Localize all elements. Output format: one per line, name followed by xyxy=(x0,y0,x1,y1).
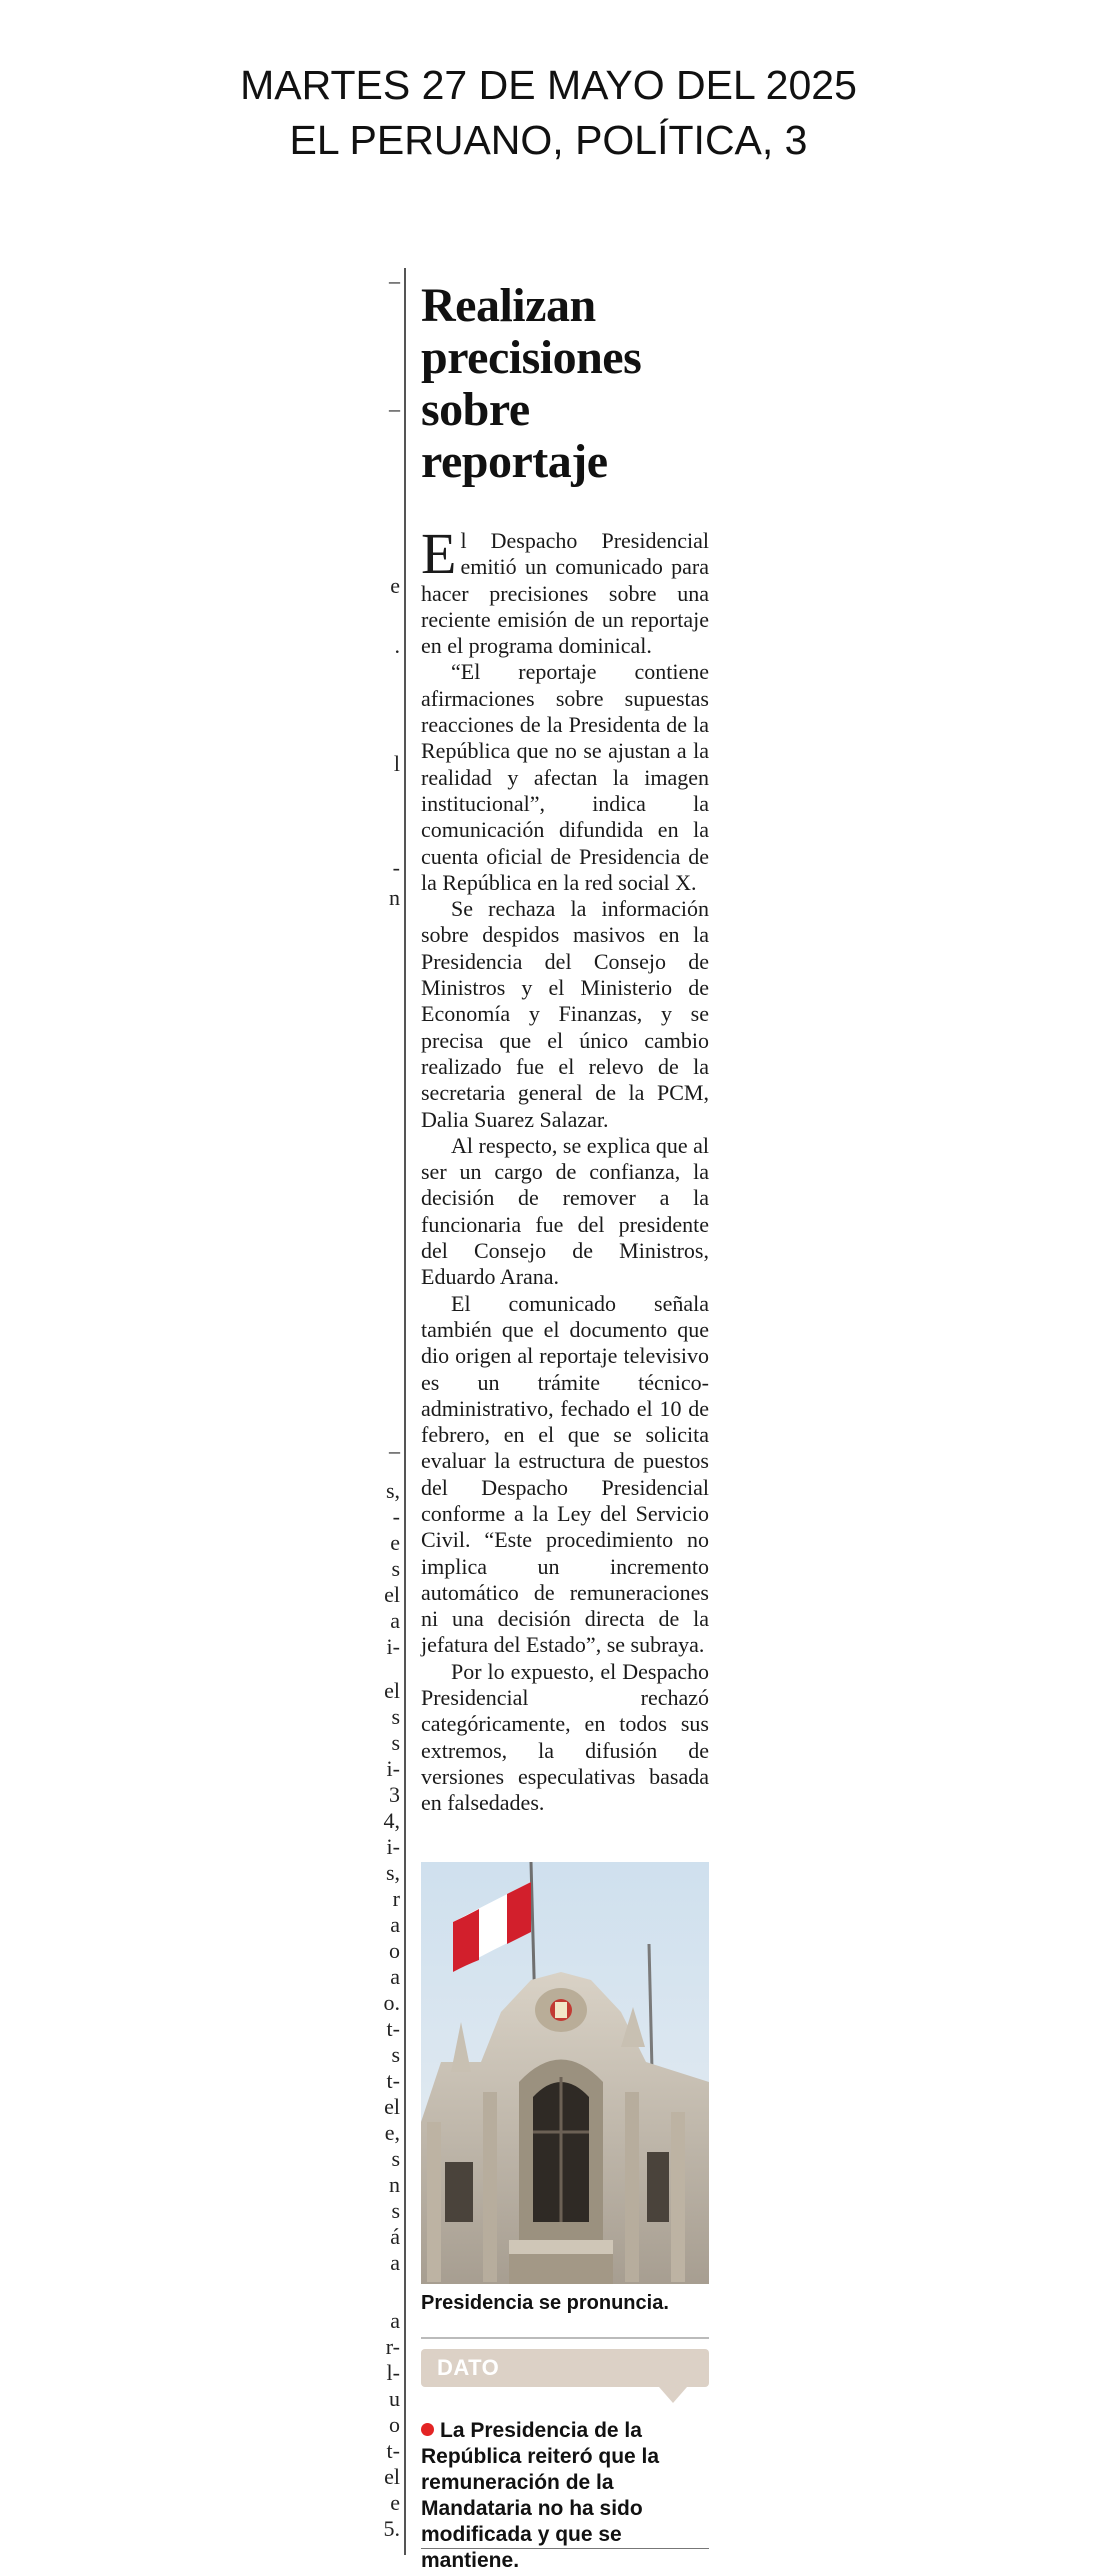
clipped-text-fragment: a xyxy=(390,1964,400,1989)
bullet-icon xyxy=(421,2423,434,2436)
clipped-text-fragment: s xyxy=(391,1556,400,1581)
dato-label: DATO xyxy=(437,2355,500,2380)
clipped-text-fragment: n xyxy=(389,885,400,910)
drop-cap: E xyxy=(421,521,457,586)
clipped-text-fragment: s xyxy=(391,1730,400,1755)
clipped-text-fragment: el xyxy=(384,2094,400,2119)
clipped-text-fragment: a xyxy=(390,1912,400,1937)
clipped-text-fragment: – xyxy=(389,396,400,421)
photo-caption: Presidencia se pronuncia. xyxy=(421,2292,669,2314)
clipped-text-fragment: i- xyxy=(386,1834,400,1859)
clipped-text-fragment: a xyxy=(390,2250,400,2275)
clipped-text-fragment: 4, xyxy=(383,1808,400,1833)
clipped-text-fragment: e xyxy=(390,1530,400,1555)
government-palace-illustration xyxy=(421,1862,709,2284)
clipped-text-fragment: - xyxy=(392,1504,400,1529)
clipped-text-fragment: s, xyxy=(385,1478,400,1503)
article-paragraph: El comunicado señala también que el documento que dio origen al reportaje televisivo es un trámite técnico-administrativo, fechado el 10 de febrero, en el que se solicita evaluar la estructura de puestos del Despacho Presidencial conforme a la Ley del Servicio Civil. “Este procedimiento no implica un incremento automático de remuneraciones ni una decisión directa de la jefatura del Estado”, se subraya. xyxy=(421,1290,709,1658)
clipped-text-fragment: a xyxy=(390,1608,400,1633)
article-paragraph: “El reportaje contiene afirmaciones sobre supuestas reacciones de la Presidenta de la República que no se ajustan a la realidad y afectan la imagen institucional”, indica la comunicación difundida en la cuenta oficial de Presidencia de la República en la red social X. xyxy=(421,659,709,895)
clipped-text-fragment: l xyxy=(393,751,400,776)
clipped-text-fragment: e, xyxy=(384,2120,400,2145)
clipped-text-fragment: t- xyxy=(386,2016,400,2041)
clipped-text-fragment: n xyxy=(389,2172,400,2197)
dato-badge xyxy=(421,2349,709,2387)
clipped-text-fragment: s, xyxy=(385,1860,400,1885)
clipped-text-fragment: s xyxy=(391,2042,400,2067)
clipped-text-fragment: – xyxy=(389,268,400,293)
clipped-text-fragment: i- xyxy=(386,1756,400,1781)
adjacent-column-fragments xyxy=(360,268,400,2558)
clipped-text-fragment: o. xyxy=(383,1990,400,2015)
bottom-rule xyxy=(421,2548,709,2549)
article-paragraph: Se rechaza la información sobre despidos masivos en la Presidencia del Consejo de Ministros y el Ministerio de Economía y Finanzas, y se precisa que el único cambio realizado fue el relevo de la secretaria general de la PCM, Dalia Suarez Salazar. xyxy=(421,896,709,1132)
dato-divider xyxy=(421,2337,709,2339)
article-paragraph: El Despacho Presidencial emitió un comunicado para hacer precisiones sobre una reciente emisión de un reportaje en el programa dominical. xyxy=(421,521,709,659)
clipped-text-fragment: i- xyxy=(386,1634,400,1659)
speech-tail-icon xyxy=(659,2387,687,2403)
clipped-text-fragment: á xyxy=(390,2224,400,2249)
clipped-text-fragment: . xyxy=(394,633,400,658)
article xyxy=(421,280,709,1817)
article-headline: Realizan precisiones sobre reportaje xyxy=(421,279,642,488)
clipped-text-fragment: el xyxy=(384,1678,400,1703)
clipped-text-fragment: el xyxy=(384,1582,400,1607)
clipped-text-fragment: o xyxy=(389,2412,400,2437)
clipped-text-fragment: e xyxy=(390,2490,400,2515)
clipped-text-fragment: r xyxy=(392,1886,400,1911)
clipped-text-fragment: s xyxy=(391,2146,400,2171)
clipped-text-fragment: a xyxy=(390,2308,400,2333)
dato-content xyxy=(421,2418,709,2574)
column-divider xyxy=(404,268,406,2555)
page-header xyxy=(0,58,1097,168)
article-paragraph: Por lo expuesto, el Despacho Presidencial rechazó categóricamente, en todos sus extremos, la difusión de versiones especulativas basada en falsedades. xyxy=(421,1658,709,1816)
clipped-text-fragment: s xyxy=(391,1704,400,1729)
clipped-text-fragment: s xyxy=(391,2198,400,2223)
clipped-text-fragment: 5. xyxy=(383,2516,400,2541)
palace-photo xyxy=(421,1862,709,2284)
clipped-text-fragment: t- xyxy=(386,2438,400,2463)
dato-text: La Presidencia de la República reiteró que la remuneración de la Mandataria no ha sido modificada y que se mantiene. xyxy=(421,2419,660,2572)
article-paragraph: Al respecto, se explica que al ser un cargo de confianza, la decisión de remover a la funcionaria fue del presidente del Consejo de Ministros, Eduardo Arana. xyxy=(421,1132,709,1290)
clipped-text-fragment: t- xyxy=(386,2068,400,2093)
header-date: MARTES 27 DE MAYO DEL 2025 xyxy=(240,62,857,108)
clipped-text-fragment: e xyxy=(390,573,400,598)
clipped-text-fragment: – xyxy=(389,1438,400,1463)
clipped-text-fragment: l- xyxy=(386,2360,400,2385)
clipped-text-fragment: u xyxy=(389,2386,400,2411)
clipped-text-fragment: o xyxy=(389,1938,400,1963)
clipped-text-fragment: el xyxy=(384,2464,400,2489)
clipped-text-fragment: r- xyxy=(385,2334,400,2359)
header-section: EL PERUANO, POLÍTICA, 3 xyxy=(289,117,808,163)
clipped-text-fragment: - xyxy=(392,855,400,880)
article-body xyxy=(421,521,709,1817)
clipped-text-fragment: 3 xyxy=(389,1782,400,1807)
